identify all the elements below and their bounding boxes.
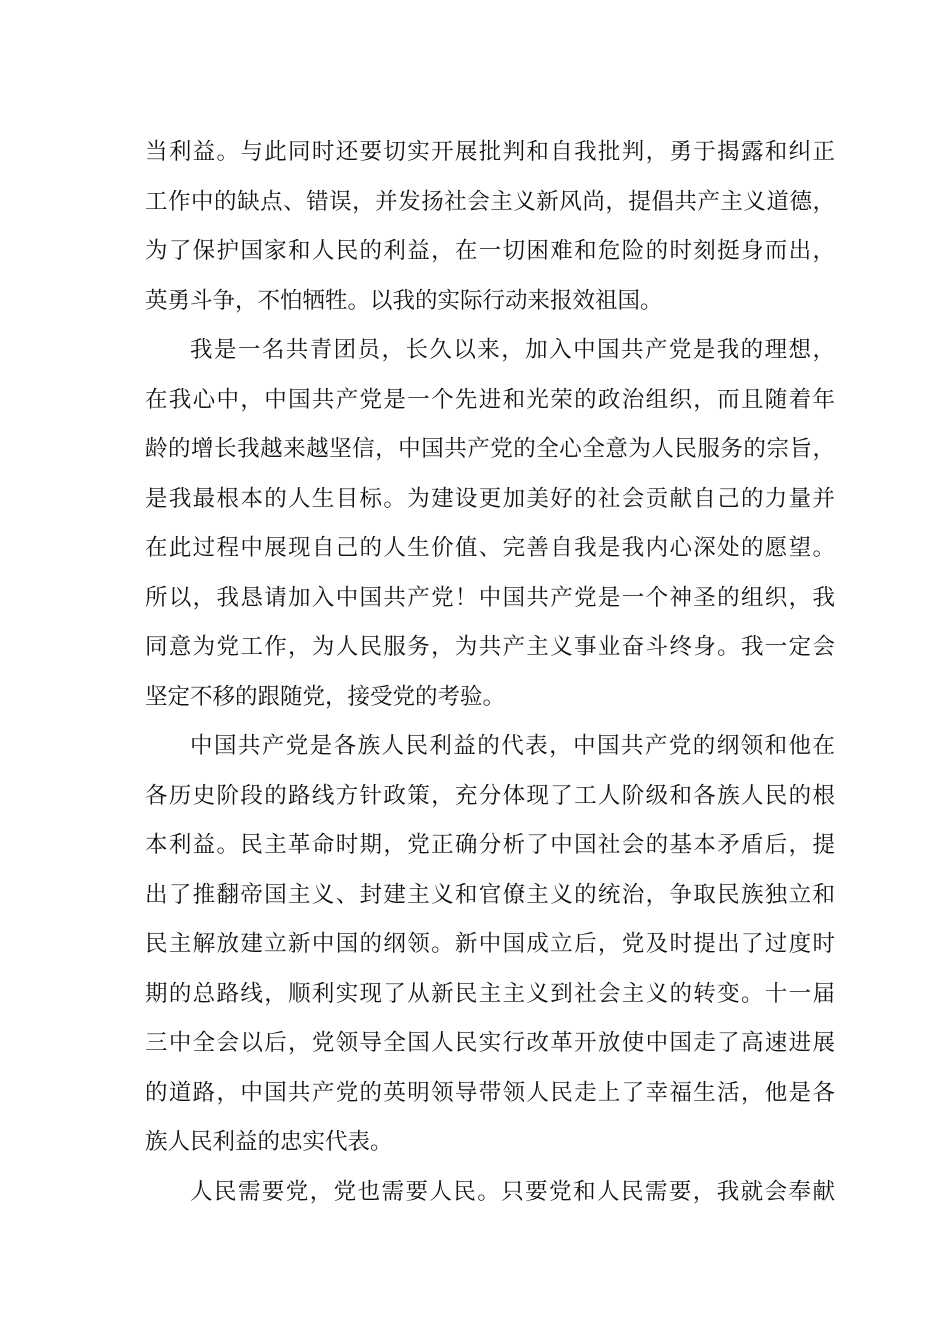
text-line: 中国共产党是各族人民利益的代表，中国共产党的纲领和他在 bbox=[190, 733, 835, 759]
text-line: 各历史阶段的路线方针政策，充分体现了工人阶级和各族人民的根 bbox=[145, 782, 835, 809]
text-line: 是我最根本的人生目标。为建设更加美好的社会贡献自己的力量并 bbox=[145, 485, 835, 512]
paragraph bbox=[145, 326, 835, 722]
paragraph bbox=[145, 128, 835, 326]
text-line: 本利益。民主革命时期，党正确分析了中国社会的基本矛盾后，提 bbox=[145, 832, 835, 858]
text-line: 出了推翻帝国主义、封建主义和官僚主义的统治，争取民族独立和 bbox=[145, 881, 835, 908]
text-line: 工作中的缺点、错误，并发扬社会主义新风尚，提倡共产主义道德， bbox=[145, 188, 835, 215]
text-line: 在此过程中展现自己的人生价值、完善自我是我内心深处的愿望。 bbox=[145, 535, 835, 561]
text-line: 期的总路线，顺利实现了从新民主主义到社会主义的转变。十一届 bbox=[145, 980, 835, 1007]
text-line: 的道路，中国共产党的英明领导带领人民走上了幸福生活，他是各 bbox=[145, 1079, 835, 1106]
text-line: 在我心中，中国共产党是一个先进和光荣的政治组织，而且随着年 bbox=[145, 386, 835, 413]
paragraph bbox=[145, 1168, 835, 1218]
text-line: 同意为党工作，为人民服务，为共产主义事业奋斗终身。我一定会 bbox=[145, 634, 835, 660]
paragraph bbox=[145, 722, 835, 1168]
text-line: 三中全会以后，党领导全国人民实行改革开放使中国走了高速进展 bbox=[145, 1030, 835, 1056]
text-line: 龄的增长我越来越坚信，中国共产党的全心全意为人民服务的宗旨， bbox=[145, 436, 835, 462]
text-line: 族人民利益的忠实代表。 bbox=[145, 1129, 393, 1155]
text-line: 为了保护国家和人民的利益，在一切困难和危险的时刻挺身而出， bbox=[145, 238, 835, 264]
text-line: 所以，我恳请加入中国共产党！中国共产党是一个神圣的组织，我 bbox=[145, 584, 835, 611]
text-line: 英勇斗争，不怕牺牲。以我的实际行动来报效祖国。 bbox=[145, 287, 663, 314]
text-line: 坚定不移的跟随党，接受党的考验。 bbox=[145, 683, 506, 710]
document-body bbox=[145, 128, 835, 1217]
text-line: 人民需要党，党也需要人民。只要党和人民需要，我就会奉献 bbox=[190, 1178, 835, 1205]
text-line: 当利益。与此同时还要切实开展批判和自我批判，勇于揭露和纠正 bbox=[145, 139, 835, 165]
text-line: 我是一名共青团员，长久以来，加入中国共产党是我的理想， bbox=[190, 337, 835, 363]
text-line: 民主解放建立新中国的纲领。新中国成立后，党及时提出了过度时 bbox=[145, 931, 835, 957]
